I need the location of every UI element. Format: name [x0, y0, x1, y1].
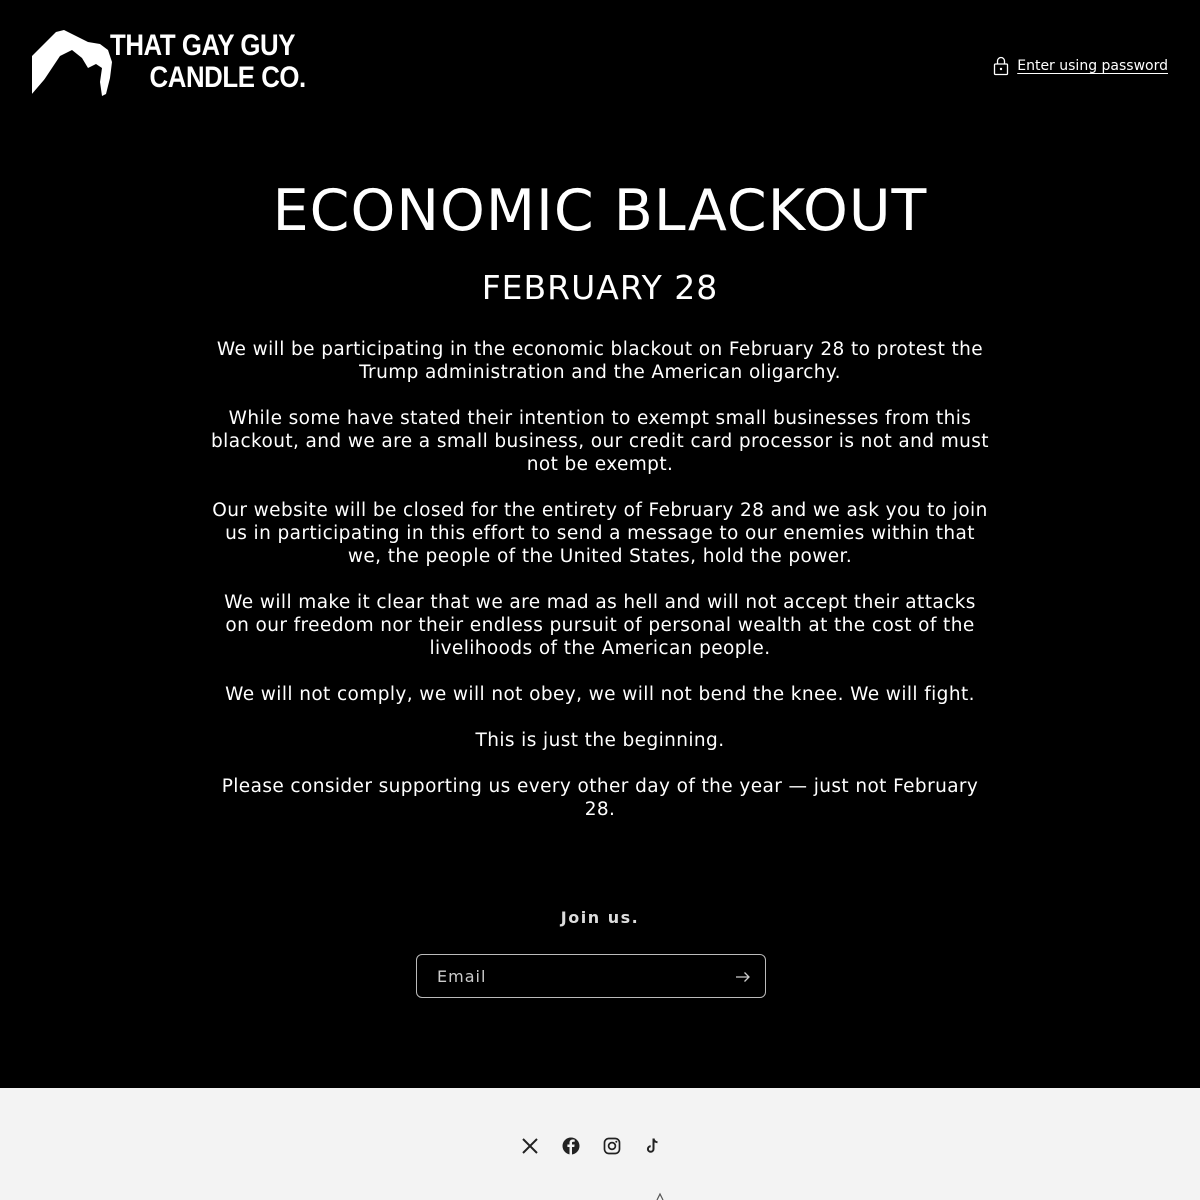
brand-name — [110, 30, 306, 94]
footer — [0, 1088, 1200, 1200]
page-subtitle: FEBRUARY 28 — [481, 268, 719, 307]
social-links — [520, 1136, 663, 1156]
paragraph: We will not comply, we will not obey, we will not bend the knee. We will fight. — [225, 684, 975, 705]
brand-logo[interactable] — [30, 28, 306, 100]
paragraph: This is just the beginning. — [475, 730, 725, 751]
enter-password-label[interactable]: Enter using password — [1017, 58, 1168, 74]
enter-password-link[interactable] — [993, 56, 1168, 76]
arrow-right-icon[interactable] — [733, 967, 753, 987]
lock-icon — [993, 56, 1009, 76]
paragraph: We will be participating in the economic blackout on February 28 to protest the Trump administration and the American oligarchy. — [216, 339, 984, 383]
brand-name-line2: CANDLE CO. — [149, 61, 306, 94]
paragraph: Please consider supporting us every other day of the year — just not February 28. — [221, 776, 979, 820]
paragraph: Our website will be closed for the entirety of February 28 and we ask you to join us in participating in this effort to send a message to our enemies within that we, the people of the United States, hold the power. — [212, 500, 988, 567]
announcement — [0, 176, 1200, 844]
facebook-icon[interactable] — [561, 1136, 581, 1156]
logo-hand-icon — [30, 28, 112, 98]
instagram-icon[interactable] — [602, 1136, 622, 1156]
header — [0, 0, 1200, 130]
newsletter-heading: Join us. — [560, 908, 640, 927]
brand-name-line1: THAT GAY GUY — [110, 29, 296, 62]
announcement-body — [210, 338, 990, 821]
paragraph: We will make it clear that we are mad as hell and will not accept their attacks on our freedom nor their endless pursuit of personal wealth at the cost of the livelihoods of the American people. — [224, 592, 976, 659]
x-icon[interactable] — [520, 1136, 540, 1156]
page-title: ECONOMIC BLACKOUT — [272, 178, 928, 244]
tiktok-icon[interactable] — [643, 1136, 663, 1156]
paragraph: While some have stated their intention to exempt small businesses from this blackout, and we are a small business, our credit card processor is not and must not be exempt. — [211, 408, 989, 475]
email-input[interactable] — [417, 955, 737, 997]
newsletter-form — [416, 954, 766, 998]
footer-glyph — [655, 1192, 665, 1200]
